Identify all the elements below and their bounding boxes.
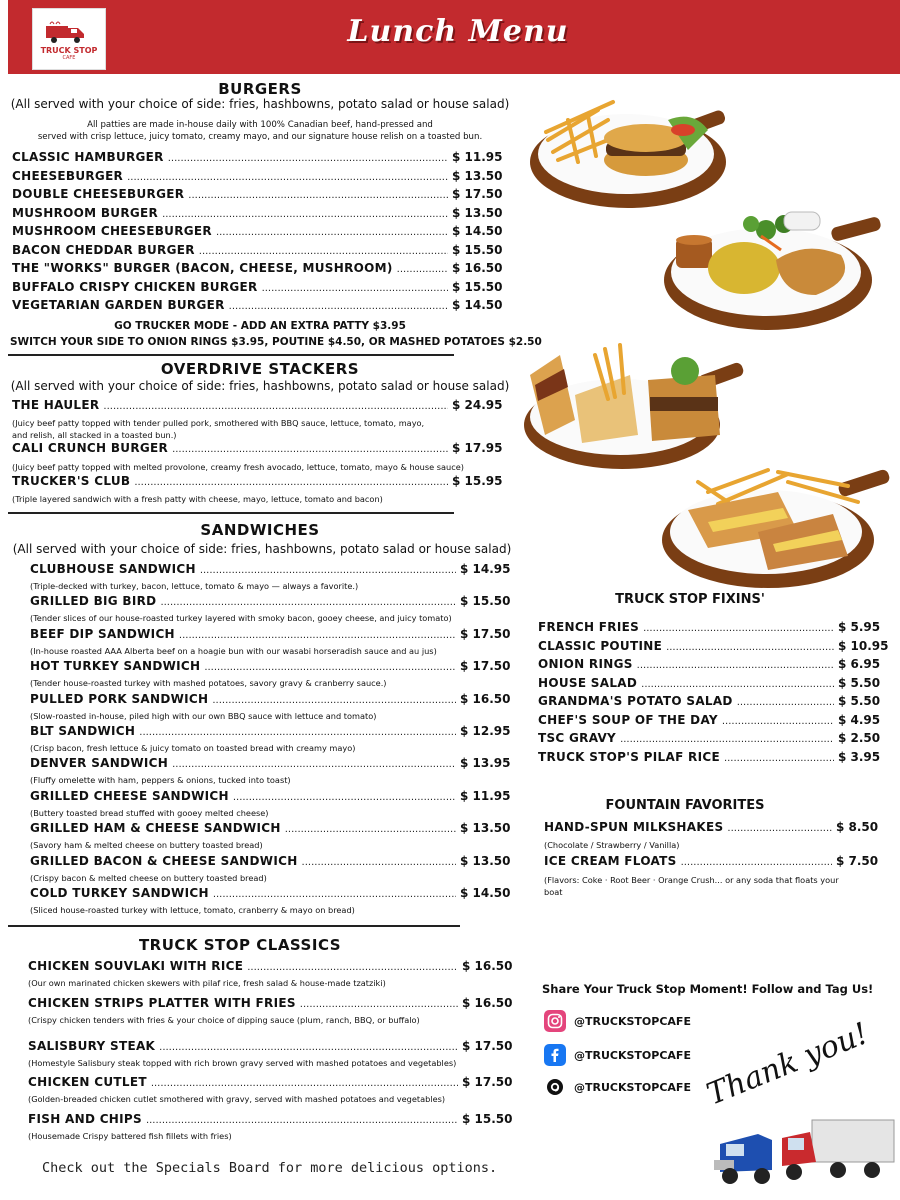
item-name: GRILLED BACON & CHEESE SANDWICH (30, 853, 298, 868)
item-price: $ 17.50 (460, 659, 511, 674)
logo-text: TRUCK STOP (40, 45, 98, 55)
burgers-extra-patty: GO TRUCKER MODE - ADD AN EXTRA PATTY $3.95 (114, 320, 406, 332)
trucks-image (712, 1110, 898, 1190)
item-name: TRUCK STOP'S PILAF RICE (538, 749, 720, 764)
menu-item (12, 298, 503, 312)
dot-leader (103, 401, 448, 412)
menu-item (12, 242, 503, 257)
item-price: $ 12.95 (460, 724, 511, 738)
item-description: (Homestyle Salisbury steak topped with rich brown gravy served with mashed potatoes and vegetables) (28, 1058, 457, 1068)
item-price: $ 13.50 (452, 168, 503, 183)
menu-item (538, 676, 880, 690)
menu-item (12, 279, 503, 294)
item-description: (Juicy beef patty topped with tender pulled pork, smothered with BBQ sauce, lettuce, tomato, mayo, and relish, all stacked in a toasted bun.) (12, 418, 425, 440)
item-name: BUFFALO CRISPY CHICKEN BURGER (12, 279, 258, 294)
fountain-title: FOUNTAIN FAVORITES (605, 798, 765, 813)
item-description: (Crispy chicken tenders with fries & your choice of dipping sauce (plum, ranch, BBQ, or buffalo) (28, 1015, 420, 1025)
item-name: COLD TURKEY SANDWICH (30, 886, 209, 900)
item-price: $ 14.50 (452, 298, 503, 312)
menu-item (30, 756, 511, 771)
menu-item (30, 594, 511, 609)
item-price: $ 11.95 (460, 788, 511, 803)
item-description: (Crisp bacon, fresh lettuce & juicy tomato on toasted bread with creamy mayo) (30, 743, 356, 753)
item-name: VEGETARIAN GARDEN BURGER (12, 298, 225, 312)
menu-item (30, 788, 511, 803)
instagram-icon (544, 1010, 566, 1032)
item-price: $ 11.95 (452, 150, 503, 164)
item-price: $ 17.50 (462, 1075, 513, 1089)
menu-item (12, 474, 503, 488)
dot-leader (168, 153, 448, 164)
divider (8, 354, 454, 356)
logo-subtext: CAFE (62, 54, 76, 61)
menu-item (544, 820, 879, 834)
menu-item (538, 620, 880, 634)
item-description: (Triple layered sandwich with a fresh patty with cheese, mayo, lettuce, tomato and bacon) (12, 494, 383, 504)
dot-leader (285, 824, 456, 835)
item-name: CALI CRUNCH BURGER (12, 441, 169, 455)
item-price: $ 13.50 (460, 853, 511, 868)
item-name: THE "WORKS" BURGER (BACON, CHEESE, MUSHROOM) (12, 261, 393, 275)
menu-item (538, 750, 880, 764)
dot-leader (620, 734, 834, 745)
threads-handle: @TRUCKSTOPCAFE (574, 1080, 691, 1094)
item-description: (Our own marinated chicken skewers with pilaf rice, fresh salad & house-made tzatziki) (28, 978, 386, 988)
stackers-subtitle: (All served with your choice of side: fries, hashbowns, potato salad or house salad) (10, 379, 510, 393)
item-price: $ 17.50 (452, 187, 503, 201)
menu-item (12, 224, 503, 238)
dot-leader (134, 477, 448, 488)
item-price: $ 15.50 (460, 594, 511, 609)
item-price: $ 5.50 (838, 675, 881, 690)
facebook-handle: @TRUCKSTOPCAFE (574, 1048, 691, 1062)
dot-leader (146, 1115, 458, 1126)
item-name: MUSHROOM BURGER (12, 205, 159, 220)
instagram-handle: @TRUCKSTOPCAFE (574, 1014, 691, 1028)
grilled-cheese-plate-image (658, 452, 894, 590)
dot-leader (727, 823, 832, 834)
dot-leader (637, 660, 834, 671)
burgers-note-1: All patties are made in-house daily with 100% Canadian beef, hand-pressed and (87, 120, 433, 130)
burgers-side-switch: SWITCH YOUR SIDE TO ONION RINGS $3.95, POUTINE $4.50, OR MASHED POTATOES $2.50 (10, 336, 542, 348)
item-name: CHEESEBURGER (12, 168, 124, 183)
truck-icon (44, 18, 94, 46)
dot-leader (172, 759, 456, 770)
dot-leader (247, 962, 458, 973)
divider (8, 925, 460, 927)
menu-item (12, 168, 503, 183)
menu-item (538, 638, 889, 653)
item-description: (Golden-breaded chicken cutlet smothered with gravy, served with mashed potatoes and vegetables) (28, 1094, 446, 1104)
item-name: TRUCKER'S CLUB (12, 474, 131, 488)
item-name: THE HAULER (12, 398, 100, 412)
menu-item (12, 187, 503, 201)
menu-item (12, 205, 503, 220)
item-name: GRILLED CHEESE SANDWICH (30, 788, 229, 803)
dot-leader (302, 857, 456, 868)
classics-title: TRUCK STOP CLASSICS (138, 936, 342, 954)
dot-leader (737, 697, 834, 708)
item-price: $ 5.50 (838, 694, 881, 708)
dot-leader (151, 1078, 458, 1089)
item-description: (Tender slices of our house-roasted turkey layered with smoky bacon, gooey cheese, and juicy tomato) (30, 613, 452, 624)
item-price: $ 13.50 (452, 205, 503, 220)
menu-item (30, 562, 511, 576)
item-name: HOUSE SALAD (538, 675, 638, 690)
item-name: GRILLED BIG BIRD (30, 594, 157, 609)
item-price: $ 15.50 (452, 279, 503, 294)
dot-leader (641, 679, 834, 690)
menu-item (28, 996, 513, 1010)
menu-item (538, 657, 880, 671)
item-description: (Triple-decked with turkey, bacon, lettuce, tomato & mayo — always a favorite.) (30, 581, 359, 591)
item-price: $ 10.95 (838, 638, 889, 653)
item-price: $ 16.50 (462, 959, 513, 973)
sandwiches-title: SANDWICHES (200, 521, 320, 539)
threads-icon (544, 1076, 566, 1098)
item-description: (Flavors: Coke · Root Beer · Orange Crush... or any soda that floats your boat (544, 875, 839, 897)
menu-item (30, 886, 511, 900)
menu-item (538, 713, 880, 727)
dot-leader (397, 264, 448, 275)
menu-item (28, 1075, 513, 1089)
share-text: Share Your Truck Stop Moment! Follow and Tag Us! (542, 982, 874, 996)
dot-leader (127, 172, 448, 183)
menu-item (30, 626, 511, 641)
item-price: $ 17.95 (452, 441, 503, 455)
item-description: (Crispy bacon & melted cheese on buttery toasted bread) (30, 872, 267, 883)
facebook-icon (544, 1044, 566, 1066)
item-price: $ 17.50 (460, 626, 511, 641)
burgers-subtitle: (All served with your choice of side: fries, hashbowns, potato salad or house salad) (10, 97, 510, 111)
item-price: $ 4.95 (838, 712, 881, 727)
item-name: FRENCH FRIES (538, 620, 640, 634)
dot-leader (179, 630, 456, 641)
item-price: $ 13.50 (460, 821, 511, 836)
dot-leader (160, 597, 456, 608)
menu-item (544, 854, 879, 868)
item-description: (Buttery toasted bread stuffed with gooey melted cheese) (30, 807, 269, 818)
dot-leader (200, 565, 456, 576)
item-description: (Juicy beef patty topped with melted provolone, creamy fresh avocado, lettuce, tomato, mayo & house sauce) (12, 462, 464, 472)
item-name: GRANDMA'S POTATO SALAD (538, 694, 733, 708)
item-price: $ 5.95 (838, 620, 881, 634)
fixins-title: TRUCK STOP FIXINS' (615, 592, 765, 607)
footer-note: Check out the Specials Board for more delicious options. (42, 1160, 498, 1176)
menu-item (30, 724, 511, 738)
menu-item (12, 441, 503, 455)
page-title: Lunch Menu (347, 14, 569, 49)
menu-item (28, 1112, 513, 1126)
dot-leader (188, 190, 448, 201)
thank-you-text: Thank you! (702, 1016, 874, 1113)
item-price: $ 16.50 (452, 261, 503, 275)
dot-leader (213, 889, 456, 900)
sandwiches-subtitle: (All served with your choice of side: fries, hashbowns, potato salad or house salad) (12, 542, 512, 556)
item-price: $ 14.50 (460, 886, 511, 900)
header-banner (8, 0, 900, 74)
item-name: GRILLED HAM & CHEESE SANDWICH (30, 821, 281, 836)
menu-item (538, 694, 880, 708)
item-price: $ 13.95 (460, 756, 511, 771)
item-price: $ 7.50 (836, 854, 879, 868)
dot-leader (262, 283, 448, 294)
item-name: CHICKEN SOUVLAKI WITH RICE (28, 959, 244, 973)
item-name: SALISBURY STEAK (28, 1039, 156, 1053)
item-name: CHICKEN CUTLET (28, 1075, 147, 1089)
dot-leader (199, 246, 448, 257)
item-name: PULLED PORK SANDWICH (30, 691, 209, 706)
item-price: $ 16.50 (462, 996, 513, 1010)
threads-row[interactable] (544, 1076, 691, 1098)
dot-leader (229, 301, 448, 312)
item-description: (In-house roasted AAA Alberta beef on a hoagie bun with our wasabi horseradish sauce and au jus) (30, 645, 437, 656)
item-price: $ 3.95 (838, 749, 881, 764)
menu-item (12, 261, 503, 275)
dot-leader (643, 623, 834, 634)
dot-leader (204, 662, 456, 673)
item-name: CHEF'S SOUP OF THE DAY (538, 712, 718, 727)
stackers-title: OVERDRIVE STACKERS (160, 360, 360, 378)
dot-leader (159, 1042, 458, 1053)
item-price: $ 6.95 (838, 657, 881, 671)
menu-item (30, 659, 511, 674)
dot-leader (666, 642, 834, 653)
item-name: ONION RINGS (538, 657, 633, 671)
item-name: CLASSIC HAMBURGER (12, 150, 164, 164)
dot-leader (681, 857, 832, 868)
dot-leader (172, 444, 448, 455)
burgers-note-2: served with crisp lettuce, juicy tomato, creamy mayo, and our signature house relish on a toasted bun. (37, 132, 483, 142)
item-description: (Fluffy omelette with ham, peppers & onions, tucked into toast) (30, 775, 291, 786)
burger-plate-image (518, 90, 728, 210)
item-price: $ 15.50 (452, 242, 503, 257)
dot-leader (139, 727, 456, 738)
item-name: HAND-SPUN MILKSHAKES (544, 820, 724, 834)
dot-leader (300, 999, 458, 1010)
item-name: CLUBHOUSE SANDWICH (30, 562, 196, 576)
item-price: $ 2.50 (838, 731, 881, 745)
menu-item (30, 853, 511, 868)
item-name: TSC GRAVY (538, 731, 617, 745)
item-name: BACON CHEDDAR BURGER (12, 242, 195, 257)
dot-leader (233, 792, 456, 803)
item-name: CLASSIC POUTINE (538, 638, 663, 653)
item-description: (Slow-roasted in-house, piled high with our own BBQ sauce with lettuce and tomato) (30, 710, 377, 721)
menu-item (30, 821, 511, 836)
instagram-row[interactable] (544, 1010, 691, 1032)
dot-leader (212, 695, 456, 706)
menu-item (12, 150, 503, 164)
menu-item (12, 398, 503, 412)
item-price: $ 14.95 (460, 562, 511, 576)
item-price: $ 17.50 (462, 1039, 513, 1053)
burgers-title: BURGERS (218, 80, 302, 98)
truck-stop-logo (32, 8, 106, 70)
item-price: $ 8.50 (836, 820, 879, 834)
menu-item (538, 731, 880, 745)
item-description: (Tender house-roasted turkey with mashed potatoes, savory gravy & cranberry sauce.) (30, 678, 387, 689)
item-name: DENVER SANDWICH (30, 756, 169, 771)
item-name: ICE CREAM FLOATS (544, 854, 677, 868)
dot-leader (722, 716, 834, 727)
item-name: BEEF DIP SANDWICH (30, 626, 175, 641)
dot-leader (162, 209, 448, 220)
souvlaki-plate-image (656, 200, 886, 335)
menu-item (30, 691, 511, 706)
item-name: FISH AND CHIPS (28, 1112, 142, 1126)
item-name: HOT TURKEY SANDWICH (30, 659, 201, 674)
item-description: (Chocolate / Strawberry / Vanilla) (544, 840, 680, 850)
item-price: $ 15.50 (462, 1112, 513, 1126)
menu-item (28, 959, 513, 973)
item-price: $ 14.50 (452, 224, 503, 238)
menu-item (28, 1039, 513, 1053)
facebook-row[interactable] (544, 1044, 691, 1066)
item-name: MUSHROOM CHEESEBURGER (12, 224, 212, 238)
divider (8, 512, 454, 514)
item-name: BLT SANDWICH (30, 724, 136, 738)
item-price: $ 15.95 (452, 474, 503, 488)
item-price: $ 24.95 (452, 398, 503, 412)
dot-leader (216, 227, 448, 238)
item-price: $ 16.50 (460, 691, 511, 706)
item-description: (Sliced house-roasted turkey with lettuce, tomato, cranberry & mayo on bread) (30, 905, 355, 915)
dot-leader (724, 753, 834, 764)
item-description: (Housemade Crispy battered fish fillets with fries) (28, 1131, 232, 1141)
item-description: (Savory ham & melted cheese on buttery toasted bread) (30, 840, 263, 851)
item-name: CHICKEN STRIPS PLATTER WITH FRIES (28, 996, 296, 1010)
item-name: DOUBLE CHEESEBURGER (12, 187, 185, 201)
